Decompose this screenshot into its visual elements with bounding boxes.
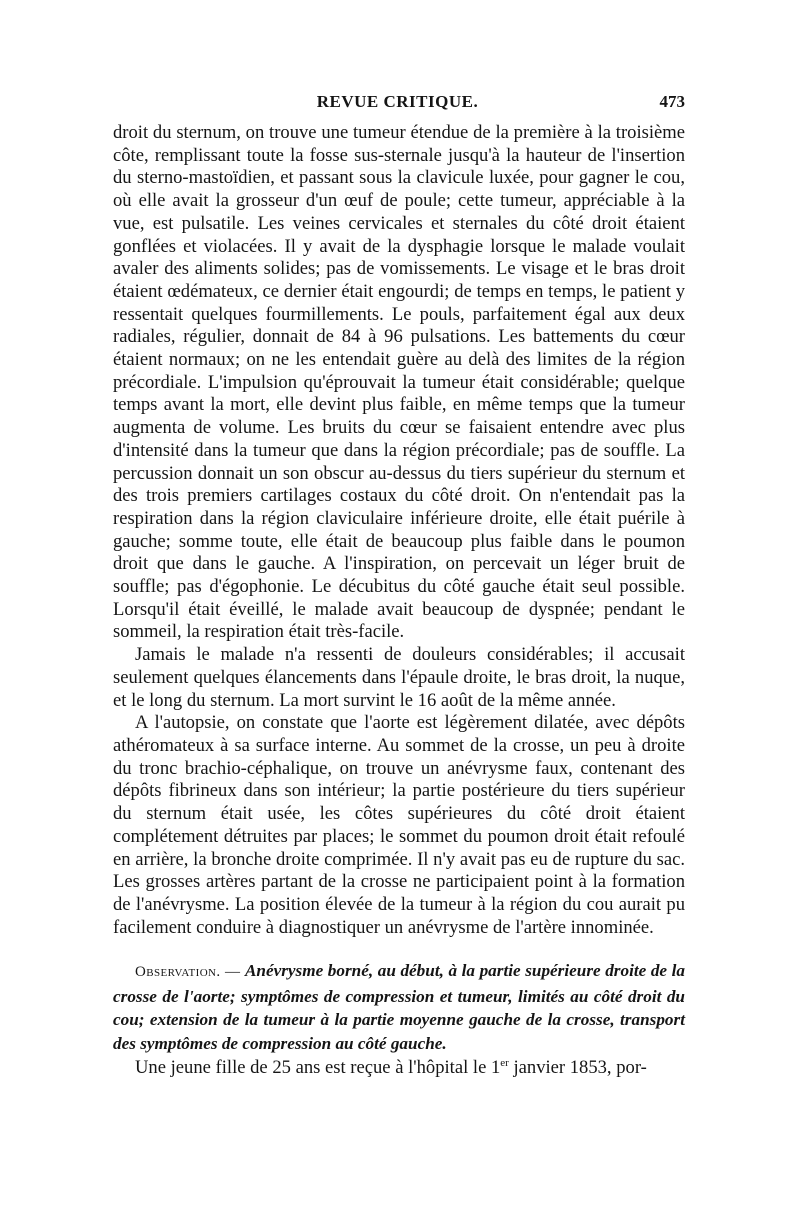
paragraph-2: Jamais le malade n'a ressenti de douleurs considérables; il accusait seulement quelques élancements dans l'épaule droite, le bras droit, la nuque, et le long du sternum. La mort survint le 16 août de la même année. [113,644,685,711]
paragraph-1: droit du sternum, on trouve une tumeur étendue de la première à la troisième côte, remplissant toute la fosse sus-sternale jusqu'à la hauteur de l'insertion du sterno-mastoïdien, et passant sous la clavicule luxée, pour gagner le cou, où elle avait la grosseur d'un œuf de poule; cette tumeur, appréciable à la vue, est pulsatile. Les veines cervicales et sternales du côté droit étaient gonflées et violacées. Il y avait de la dysphagie lorsque le malade voulait avaler des aliments solides; pas de vomissements. Le visage et le bras droit étaient œdémateux, ce dernier était engourdi; de temps en temps, le patient y ressentait quelques fourmillements. Le pouls, parfaitement égal aux deux radiales, régulier, donnait de 84 à 96 pulsations. Les battements du cœur étaient normaux; on ne les entendait guère au delà des limites de la région précordiale. L'impulsion qu'éprouvait la tumeur était considérable; quelque temps avant la mort, elle devint plus faible, en même temps que la tumeur augmenta de volume. Les bruits du cœur se faisaient entendre avec plus d'intensité dans la tumeur que dans la région précordiale; pas de souffle. La percussion donnait un son obscur au-dessus du tiers supérieur du sternum et des trois premiers cartilages costaux du côté droit. On n'entendait pas la respiration dans la région claviculaire inférieure droite, elle était puérile à gauche; somme toute, elle était de beaucoup plus faible dans le poumon droit que dans le gauche. A l'inspiration, on percevait un léger bruit de souffle; pas d'égophonie. Le décubitus du côté gauche était seul possible. Lorsqu'il était éveillé, le malade avait beaucoup de dyspnée; pendant le sommeil, la respiration était très-facile. [113,122,685,643]
observation-heading [113,959,685,1055]
ordinal-superscript: er [500,1057,509,1070]
final-line-start: Une jeune fille de 25 ans est reçue à l'hôpital le 1 [135,1057,501,1079]
final-line-end: janvier 1853, por- [508,1057,647,1079]
running-head: REVUE CRITIQUE. [316,92,479,111]
page-number: 473 [659,92,685,111]
observation-title: Anévrysme borné, au début, à la partie supérieure droite de la crosse de l'aorte; symptômes de compression et tumeur, limités au côté droit du cou; extension de la tumeur à la partie moyenne gauche de la crosse, transport des symptômes de compression au côté gauche. [113,961,685,1053]
main-text [113,122,685,1080]
paragraph-final [113,1057,685,1080]
observation-label: Observation. — [135,964,241,981]
paragraph-3: A l'autopsie, on constate que l'aorte est légèrement dilatée, avec dépôts athéromateux à sa surface interne. Au sommet de la crosse, un peu à droite du tronc brachio-céphalique, on trouve un anévrysme faux, contenant des dépôts fibrineux dans son intérieur; la partie postérieure du tiers supérieur du sternum était usée, les côtes supérieures du côté droit étaient complétement détruites par places; le sommet du poumon droit était refoulé en arrière, la bronche droite comprimée. Il n'y avait pas eu de rupture du sac. Les grosses artères partant de la crosse ne participaient point à la formation de l'anévrysme. La position élevée de la tumeur à la région du cou aurait pu facilement conduire à diagnostiquer un anévrysme de l'artère innominée. [113,712,685,938]
page-header [110,92,685,118]
